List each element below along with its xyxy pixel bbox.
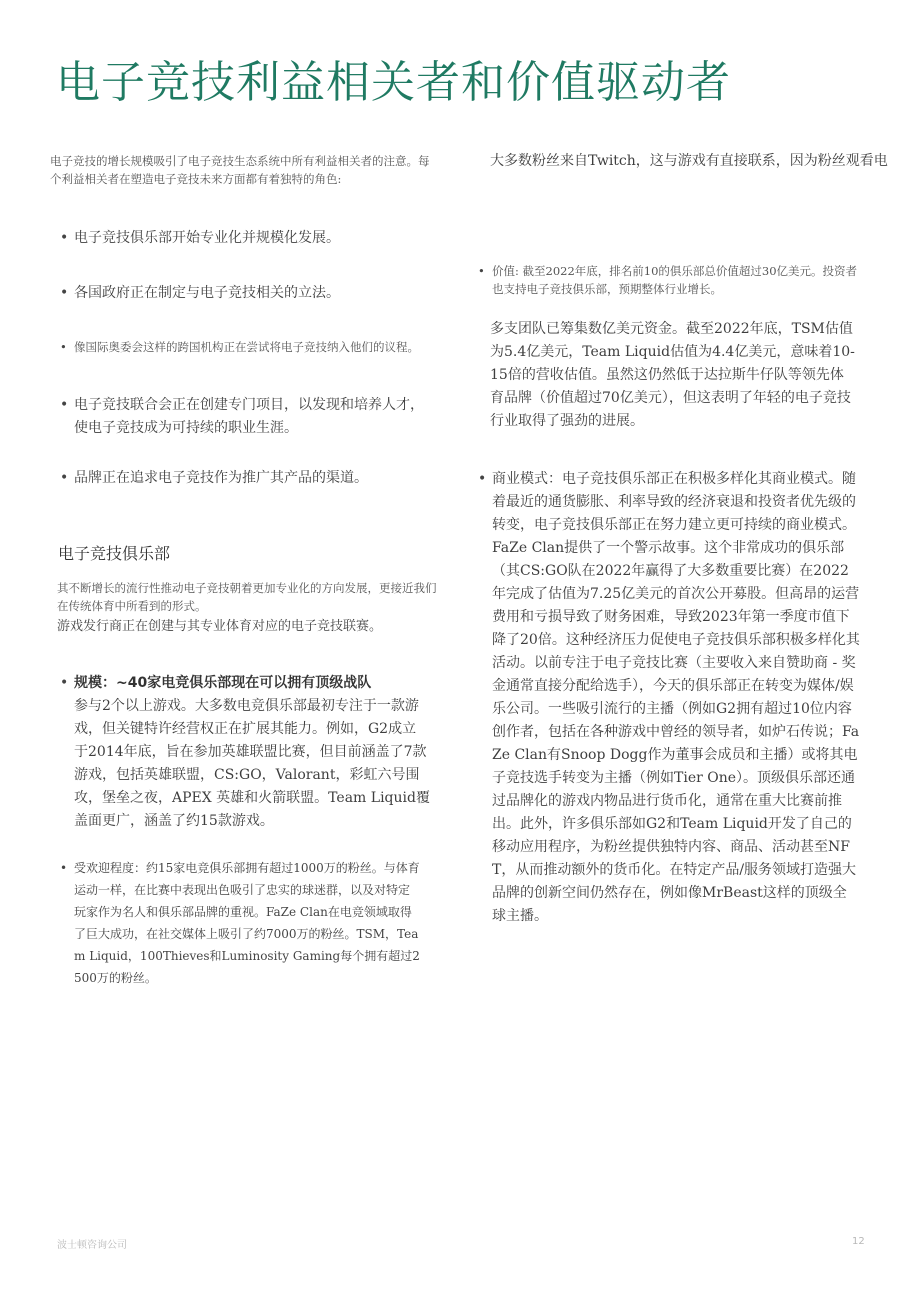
scale-body: 参与2个以上游戏。大多数电竞俱乐部最初专注于一款游戏，但关键特许经营权正在扩展其能力。例如，G2成立于2014年底，旨在参加英雄联盟比赛，但目前涵盖了7款游戏，包括英雄联盟，CS:GO，Valorant，彩虹六号围攻，堡垒之夜，APEX 英雄和火箭联盟。Team Liquid覆盖面更广，涵盖了约15款游戏。 xyxy=(74,698,430,829)
bullet-business-model: • 商业模式：电子竞技俱乐部正在积极多样化其商业模式。随着最近的通货膨胀、利率导致的经济衰退和投资者优先级的转变，电子竞技俱乐部正在努力建立更可持续的商业模式。FaZe Clan提供了一个警示故事。这个非常成功的俱乐部（其CS:GO队在2022年赢得了大多数重要比赛）在2022年完成了估值为7.25亿美元的首次公开募股。但高昂的运营费用和亏损导致了财务困难，导致2023年第一季度市值下降了20倍。这种经济压力促使电子竞技俱乐部积极多样化其活动。以前专注于电子竞技比赛（主要收入来自赞助商 - 奖金通常直接分配给选手），今天的俱乐部正在转变为媒体/娱乐公司。一些吸引流行的主播（例如G2拥有超过10位内容创作者，包括在各种游戏中曾经的领导者，如炉石传说；FaZe Clan有Snoop Dogg作为董事会成员和主播）或将其电子竞技选手转变为主播（例如Tier One）。顶级俱乐部还通过品牌化的游戏内物品进行货币化，通常在重大比赛前推出。此外，许多俱乐部如G2和Team Liquid开发了自己的移动应用程序，为粉丝提供独特内容、商品、活动甚至NFT，从而推动额外的货币化。在特定产品/服务领域打造强大品牌的创新空间仍然存在，例如像MrBeast这样的顶级全球主播。 xyxy=(478,468,860,928)
right-top-line: 大多数粉丝来自Twitch，这与游戏有直接联系，因为粉丝观看电 xyxy=(490,153,888,169)
bullet-dot-icon: • xyxy=(60,285,69,301)
bullet-dot-icon: • xyxy=(60,230,69,246)
bullet-ioc: • 像国际奥委会这样的跨国机构正在尝试将电子竞技纳入他们的议程。 xyxy=(60,340,419,354)
footer-page-number: 12 xyxy=(852,1236,865,1247)
clubs-intro-small: 其不断增长的流行性推动电子竞技朝着更加专业化的方向发展，更接近我们在传统体育中所看到的形式。 xyxy=(57,581,437,613)
bullet-dot-icon: • xyxy=(478,264,485,278)
clubs-heading: 电子竞技俱乐部 xyxy=(58,544,171,563)
bullet-popularity: • 受欢迎程度：约15家电竞俱乐部拥有超过1000万的粉丝。与体育运动一样，在比赛中表现出色吸引了忠实的球迷群，以及对特定玩家作为名人和俱乐部品牌的重视。FaZe Clan在电竞领域取得了巨大成功，在社交媒体上吸引了约7000万的粉丝。TSM，Team Liquid，100Thieves和Luminosity Gaming每个拥有超过2500万的粉丝。 xyxy=(60,857,420,989)
page-title: 电子竞技利益相关者和价值驱动者 xyxy=(56,57,731,108)
clubs-intro-mid: 游戏发行商正在创建与其专业体育对应的电子竞技联赛。 xyxy=(57,619,383,634)
bullet-governments: • 各国政府正在制定与电子竞技相关的立法。 xyxy=(60,282,430,305)
bullet-value: • 价值: 截至2022年底，排名前10的俱乐部总价值超过30亿美元。投资者也支持电子竞技俱乐部，预期整体行业增长。 xyxy=(478,264,858,296)
bullet-federations: • 电子竞技联合会正在创建专门项目，以发现和培养人才，使电子竞技成为可持续的职业生涯。 xyxy=(60,394,430,440)
bullet-dot-icon: • xyxy=(60,861,68,875)
footer-company: 波士顿咨询公司 xyxy=(57,1240,127,1251)
bullet-dot-icon: • xyxy=(478,471,487,487)
bullet-dot-icon: • xyxy=(60,397,69,413)
scale-lead: 规模：~40家电竞俱乐部现在可以拥有顶级战队 xyxy=(74,675,372,691)
bullet-brands: • 品牌正在追求电子竞技作为推广其产品的渠道。 xyxy=(60,467,430,490)
bullet-clubs: • 电子竞技俱乐部开始专业化并规模化发展。 xyxy=(60,227,430,250)
bullet-dot-icon: • xyxy=(60,340,67,354)
bullet-dot-icon: • xyxy=(60,470,69,486)
bullet-dot-icon: • xyxy=(60,675,69,691)
intro-paragraph: 电子竞技的增长规模吸引了电子竞技生态系统中所有利益相关者的注意。每个利益相关者在塑造电子竞技未来方面都有着独特的角色: xyxy=(50,154,430,186)
value-body: 多支团队已筹集数亿美元资金。截至2022年底，TSM估值为5.4亿美元，Team Liquid估值为4.4亿美元，意味着10-15倍的营收估值。虽然这仍然低于达拉斯牛仔队等领先体育品牌（价值超过70亿美元），但这表明了年轻的电子竞技行业取得了强劲的进展。 xyxy=(490,321,855,429)
bullet-scale xyxy=(60,672,430,833)
